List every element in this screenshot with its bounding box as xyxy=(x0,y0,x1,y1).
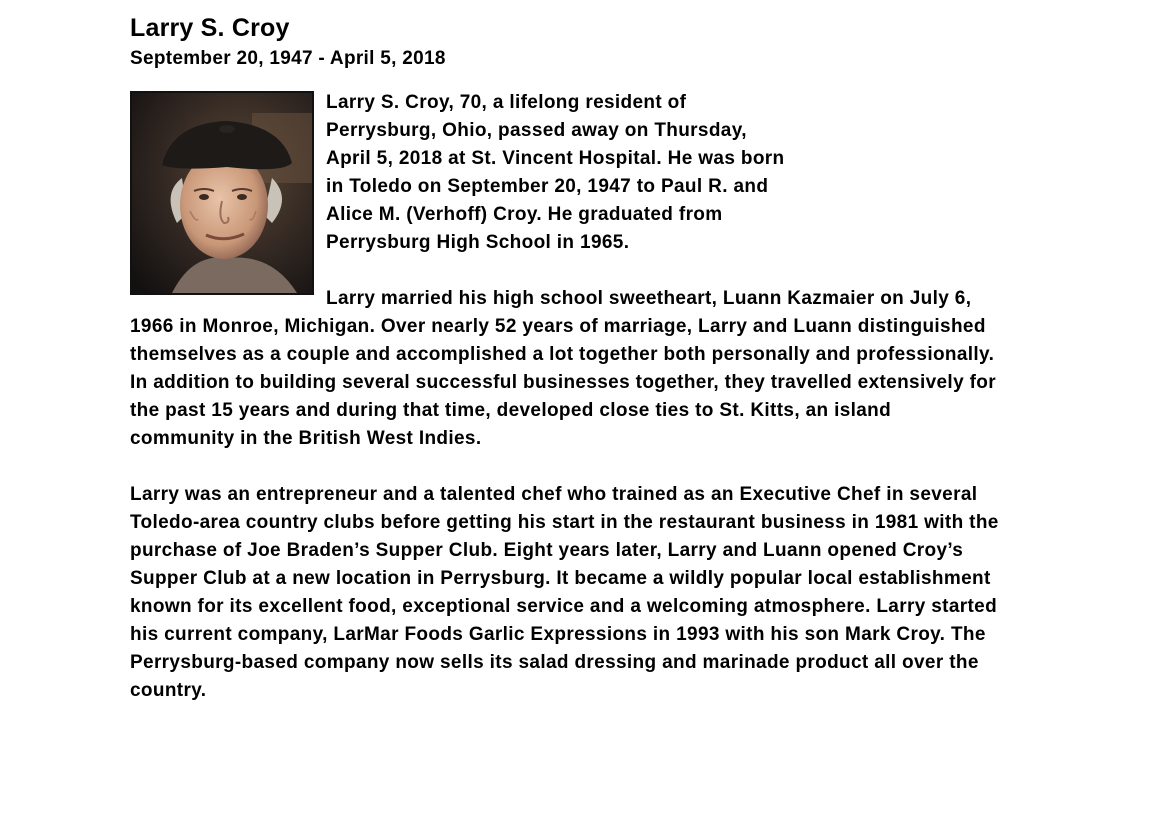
page-title: Larry S. Croy xyxy=(130,14,290,42)
portrait-image xyxy=(132,93,312,293)
life-dates: September 20, 1947 - April 5, 2018 xyxy=(130,48,446,69)
obituary-body xyxy=(130,89,1000,705)
obituary-page xyxy=(130,12,1000,705)
obituary-paragraph: Larry was an entrepreneur and a talented chef who trained as an Executive Chef in several Toledo-area country clubs before getting his start in the restaurant business in 1981 with the purchase of Joe Braden’s Supper Club. Eight years later, Larry and Luann opened Croy’s Supper Club at a new location in Perrysburg. It became a wildly popular local establishment known for its excellent food, exceptional service and a welcoming atmosphere. Larry started his current company, LarMar Foods Garlic Expressions in 1993 with his son Mark Croy. The Perrysburg-based company now sells its salad dressing and marinade product all over the country. xyxy=(130,484,999,701)
portrait-photo xyxy=(130,91,314,295)
obituary-paragraph: Larry S. Croy, 70, a lifelong resident of Perrysburg, Ohio, passed away on Thursday, April 5, 2018 at St. Vincent Hospital. He was born in Toledo on September 20, 1947 to Paul R. and Alice M. (Verhoff) Croy. He graduated from Perrysburg High School in 1965. xyxy=(326,92,785,253)
obituary-paragraph: Larry married his high school sweetheart, Luann Kazmaier on July 6, 1966 in Monroe, Michigan. Over nearly 52 years of marriage, Larry and Luann distinguished themselves as a couple and accomplished a lot together both personally and professionally. In addition to building several successful businesses together, they travelled extensively for the past 15 years and during that time, developed close ties to St. Kitts, an island community in the British West Indies. xyxy=(130,288,996,449)
